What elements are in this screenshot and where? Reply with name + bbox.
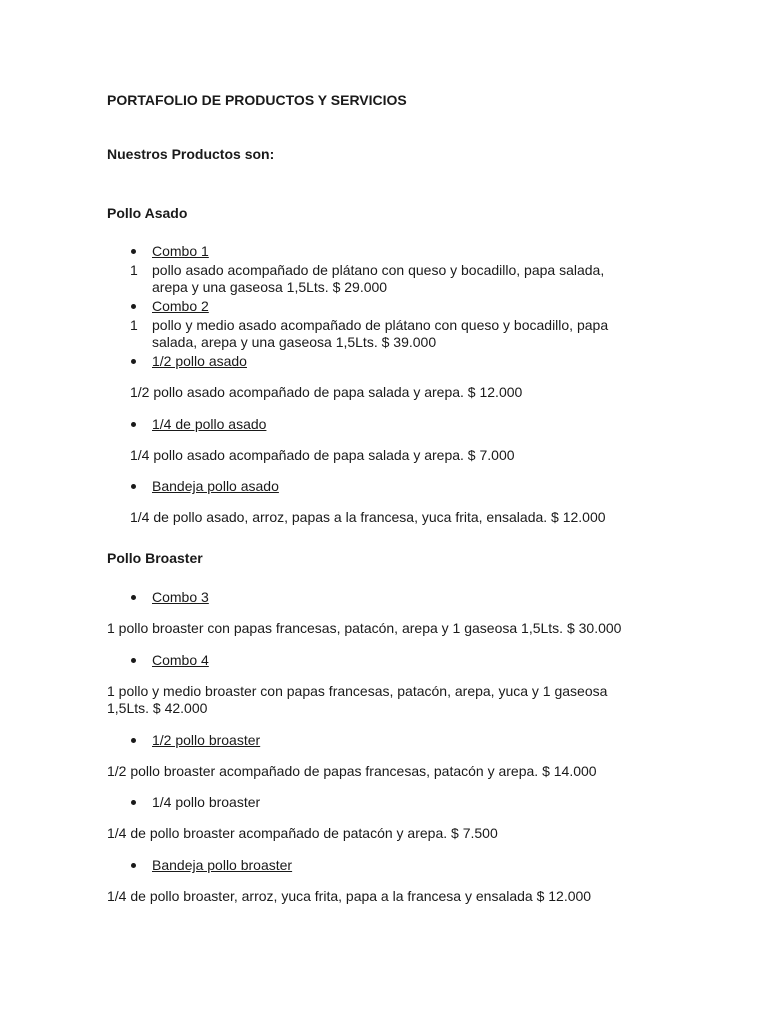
section-heading-pollo-asado: Pollo Asado	[107, 205, 188, 221]
bullet-icon	[131, 863, 136, 868]
bullet-icon	[131, 738, 136, 743]
combo-4-desc-line-1: 1 pollo y medio broaster con papas francesas, patacón, arepa, yuca y 1 gaseosa	[107, 683, 608, 699]
bullet-icon	[131, 595, 136, 600]
cuarto-pollo-broaster-desc: 1/4 de pollo broaster acompañado de patacón y arepa. $ 7.500	[107, 825, 498, 841]
combo-2-number: 1	[130, 317, 138, 333]
medio-pollo-asado-label: 1/2 pollo asado	[152, 353, 247, 369]
combo-1-desc-line-2: arepa y una gaseosa 1,5Lts. $ 29.000	[152, 279, 388, 295]
combo-3-desc: 1 pollo broaster con papas francesas, patacón, arepa y 1 gaseosa 1,5Lts. $ 30.000	[107, 620, 622, 636]
bullet-icon	[131, 800, 136, 805]
medio-pollo-broaster-desc: 1/2 pollo broaster acompañado de papas francesas, patacón y arepa. $ 14.000	[107, 763, 597, 779]
cuarto-pollo-asado-label: 1/4 de pollo asado	[152, 416, 267, 432]
page-title: PORTAFOLIO DE PRODUCTOS Y SERVICIOS	[107, 92, 407, 108]
cuarto-pollo-asado-desc: 1/4 pollo asado acompañado de papa salada y arepa. $ 7.000	[130, 447, 515, 463]
bandeja-pollo-broaster-label: Bandeja pollo broaster	[152, 857, 293, 873]
bullet-icon	[131, 422, 136, 427]
combo-2-desc-line-2: salada, arepa y una gaseosa 1,5Lts. $ 39.000	[152, 334, 437, 350]
cuarto-pollo-broaster-label: 1/4 pollo broaster	[152, 794, 261, 810]
bandeja-pollo-asado-label: Bandeja pollo asado	[152, 478, 279, 494]
combo-1-desc-line-1: pollo asado acompañado de plátano con queso y bocadillo, papa salada,	[152, 262, 605, 278]
combo-4-desc-line-2: 1,5Lts. $ 42.000	[107, 700, 208, 716]
bandeja-pollo-asado-desc: 1/4 de pollo asado, arroz, papas a la francesa, yuca frita, ensalada. $ 12.000	[130, 509, 606, 525]
combo-3-label: Combo 3	[152, 589, 209, 605]
bullet-icon	[131, 658, 136, 663]
combo-2-desc-line-1: pollo y medio asado acompañado de plátano con queso y bocadillo, papa	[152, 317, 609, 333]
intro-heading: Nuestros Productos son:	[107, 146, 275, 162]
section-heading-pollo-broaster: Pollo Broaster	[107, 550, 203, 566]
combo-1-number: 1	[130, 262, 138, 278]
combo-2-label: Combo 2	[152, 298, 209, 314]
bullet-icon	[131, 484, 136, 489]
medio-pollo-broaster-label: 1/2 pollo broaster	[152, 732, 261, 748]
bullet-icon	[131, 359, 136, 364]
bullet-icon	[131, 304, 136, 309]
bullet-icon	[131, 249, 136, 254]
combo-1-label: Combo 1	[152, 243, 209, 259]
bandeja-pollo-broaster-desc: 1/4 de pollo broaster, arroz, yuca frita, papa a la francesa y ensalada $ 12.000	[107, 888, 592, 904]
combo-4-label: Combo 4	[152, 652, 209, 668]
medio-pollo-asado-desc: 1/2 pollo asado acompañado de papa salada y arepa. $ 12.000	[130, 384, 523, 400]
